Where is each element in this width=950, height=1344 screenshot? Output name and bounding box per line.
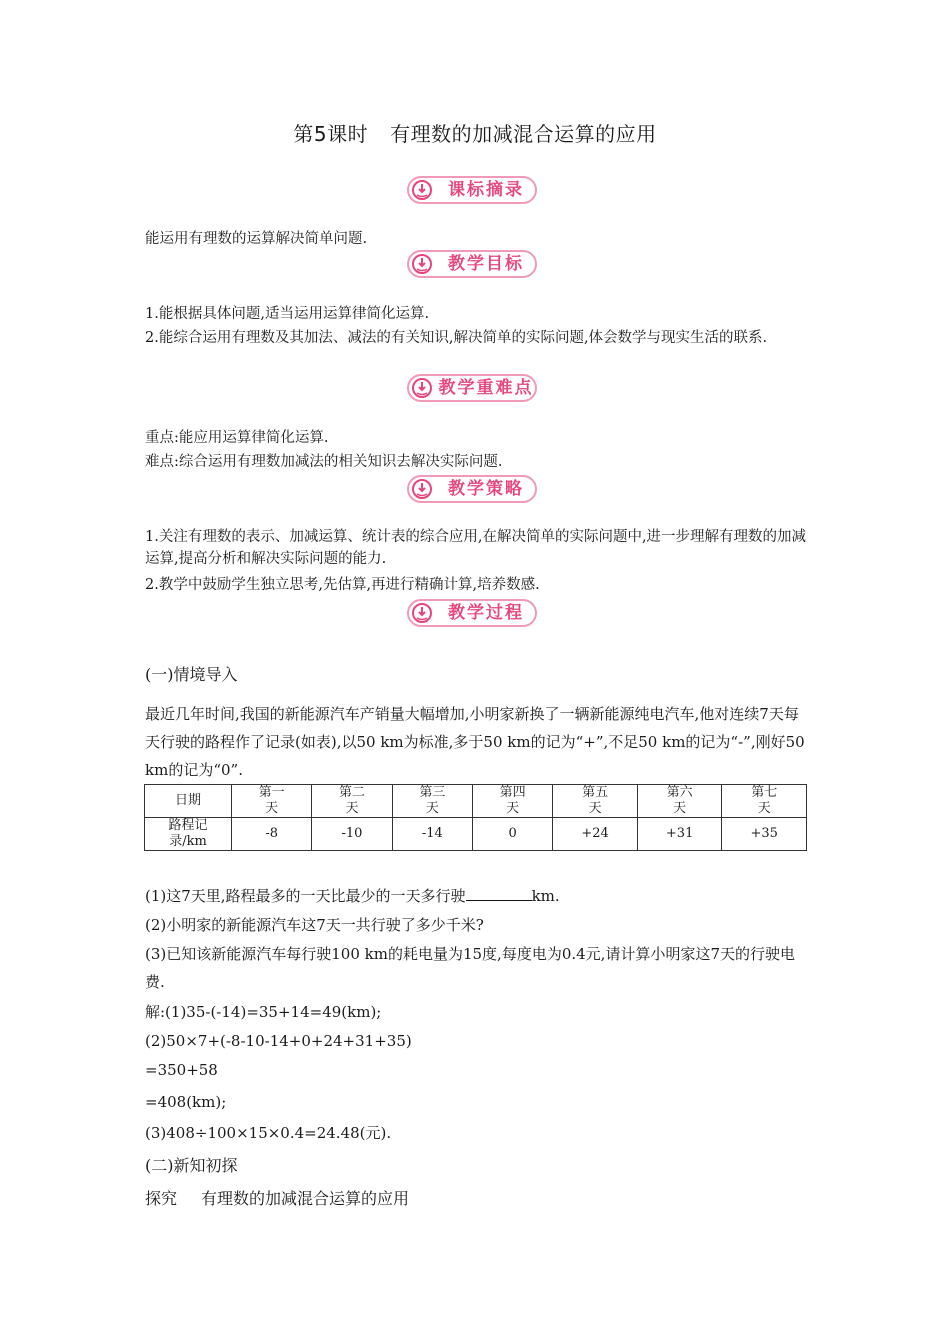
question-3: (3)已知该新能源汽车每行驶100 km的耗电量为15度,每度电为0.4元,请计算小明家这7天的行驶电费. [145, 945, 795, 991]
lesson-topic: 有理数的加减混合运算的应用 [390, 122, 657, 146]
badge-label: 教学重难点 [438, 378, 534, 398]
table-cell: -8 [232, 818, 312, 851]
explore-label: 探究 [145, 1189, 178, 1208]
solution-line: (3)408÷100×15×0.4=24.48(元). [145, 1124, 392, 1142]
badge-label: 教学策略 [448, 479, 524, 499]
swirl-arrow-icon [411, 253, 433, 275]
table-header-cell: 第五 天 [553, 785, 638, 818]
page-title [0, 118, 950, 147]
table-header-row [145, 785, 807, 818]
badge-strategy [407, 475, 537, 503]
table-cell: +24 [553, 818, 638, 851]
strategy-item: 2.教学中鼓励学生独立思考,先估算,再进行精确计算,培养数感. [145, 577, 540, 593]
swirl-arrow-icon [411, 602, 433, 624]
badge-label: 教学目标 [448, 254, 524, 274]
table-header-cell: 第四 天 [472, 785, 552, 818]
table-header-cell: 第一 天 [232, 785, 312, 818]
section-heading: (二)新知初探 [145, 1156, 238, 1175]
solution-line: (2)50×7+(-8-10-14+0+24+31+35) [145, 1032, 412, 1050]
standard-text: 能运用有理数的运算解决简单问题. [145, 231, 368, 247]
explore-heading [145, 1186, 409, 1209]
section-heading: (一)情境导入 [145, 665, 238, 684]
table-row [145, 818, 807, 851]
badge-goals [407, 250, 537, 278]
table-header-cell: 第六 天 [637, 785, 722, 818]
badge-label: 课标摘录 [448, 180, 524, 200]
badge-standard [407, 176, 537, 204]
solution-line: =350+58 [145, 1061, 218, 1079]
question-1: (1)这7天里,路程最多的一天比最少的一天多行驶 km. [145, 887, 560, 905]
swirl-arrow-icon [411, 478, 433, 500]
intro-paragraph: 最近几年时间,我国的新能源汽车产销量大幅增加,小明家新换了一辆新能源纯电汽车,他对连续7天每天行驶的路程作了记录(如表),以50 km为标准,多于50 km的记为“+”,不足50 km的记为“-”,刚好50 km的记为“0”. [145, 705, 805, 779]
distance-table [144, 784, 807, 851]
strategy-item: 1.关注有理数的表示、加减运算、统计表的综合应用,在解决简单的实际问题中,进一步理解有理数的加减运算,提高分析和解决实际问题的能力. [145, 529, 807, 567]
table-header-cell: 第七 天 [722, 785, 807, 818]
table-cell: 0 [472, 818, 552, 851]
solution-line: 解:(1)35-(-14)=35+14=49(km); [145, 1003, 382, 1021]
table-cell: +31 [637, 818, 722, 851]
badge-key-points [407, 374, 537, 402]
goal-item: 2.能综合运用有理数及其加法、减法的有关知识,解决简单的实际问题,体会数学与现实生活的联系. [145, 330, 768, 346]
swirl-arrow-icon [411, 377, 433, 399]
question-2: (2)小明家的新能源汽车这7天一共行驶了多少千米? [145, 916, 484, 934]
solution-line: =408(km); [145, 1093, 227, 1111]
goal-item: 1.能根据具体问题,适当运用运算律简化运算. [145, 306, 430, 322]
table-row-label: 路程记 录/km [145, 818, 232, 851]
lesson-number: 第5课时 [293, 122, 369, 146]
table-cell: -14 [392, 818, 472, 851]
badge-process [407, 599, 537, 627]
swirl-arrow-icon [411, 179, 433, 201]
explore-topic: 有理数的加减混合运算的应用 [201, 1189, 410, 1208]
difficult-point: 难点:综合运用有理数加减法的相关知识去解决实际问题. [145, 454, 503, 470]
key-point: 重点:能应用运算律简化运算. [145, 430, 329, 446]
table-header-cell: 日期 [145, 785, 232, 818]
table-header-cell: 第二 天 [312, 785, 392, 818]
table-cell: -10 [312, 818, 392, 851]
table-header-cell: 第三 天 [392, 785, 472, 818]
table-cell: +35 [722, 818, 807, 851]
badge-label: 教学过程 [448, 603, 524, 623]
answer-blank [466, 886, 532, 901]
